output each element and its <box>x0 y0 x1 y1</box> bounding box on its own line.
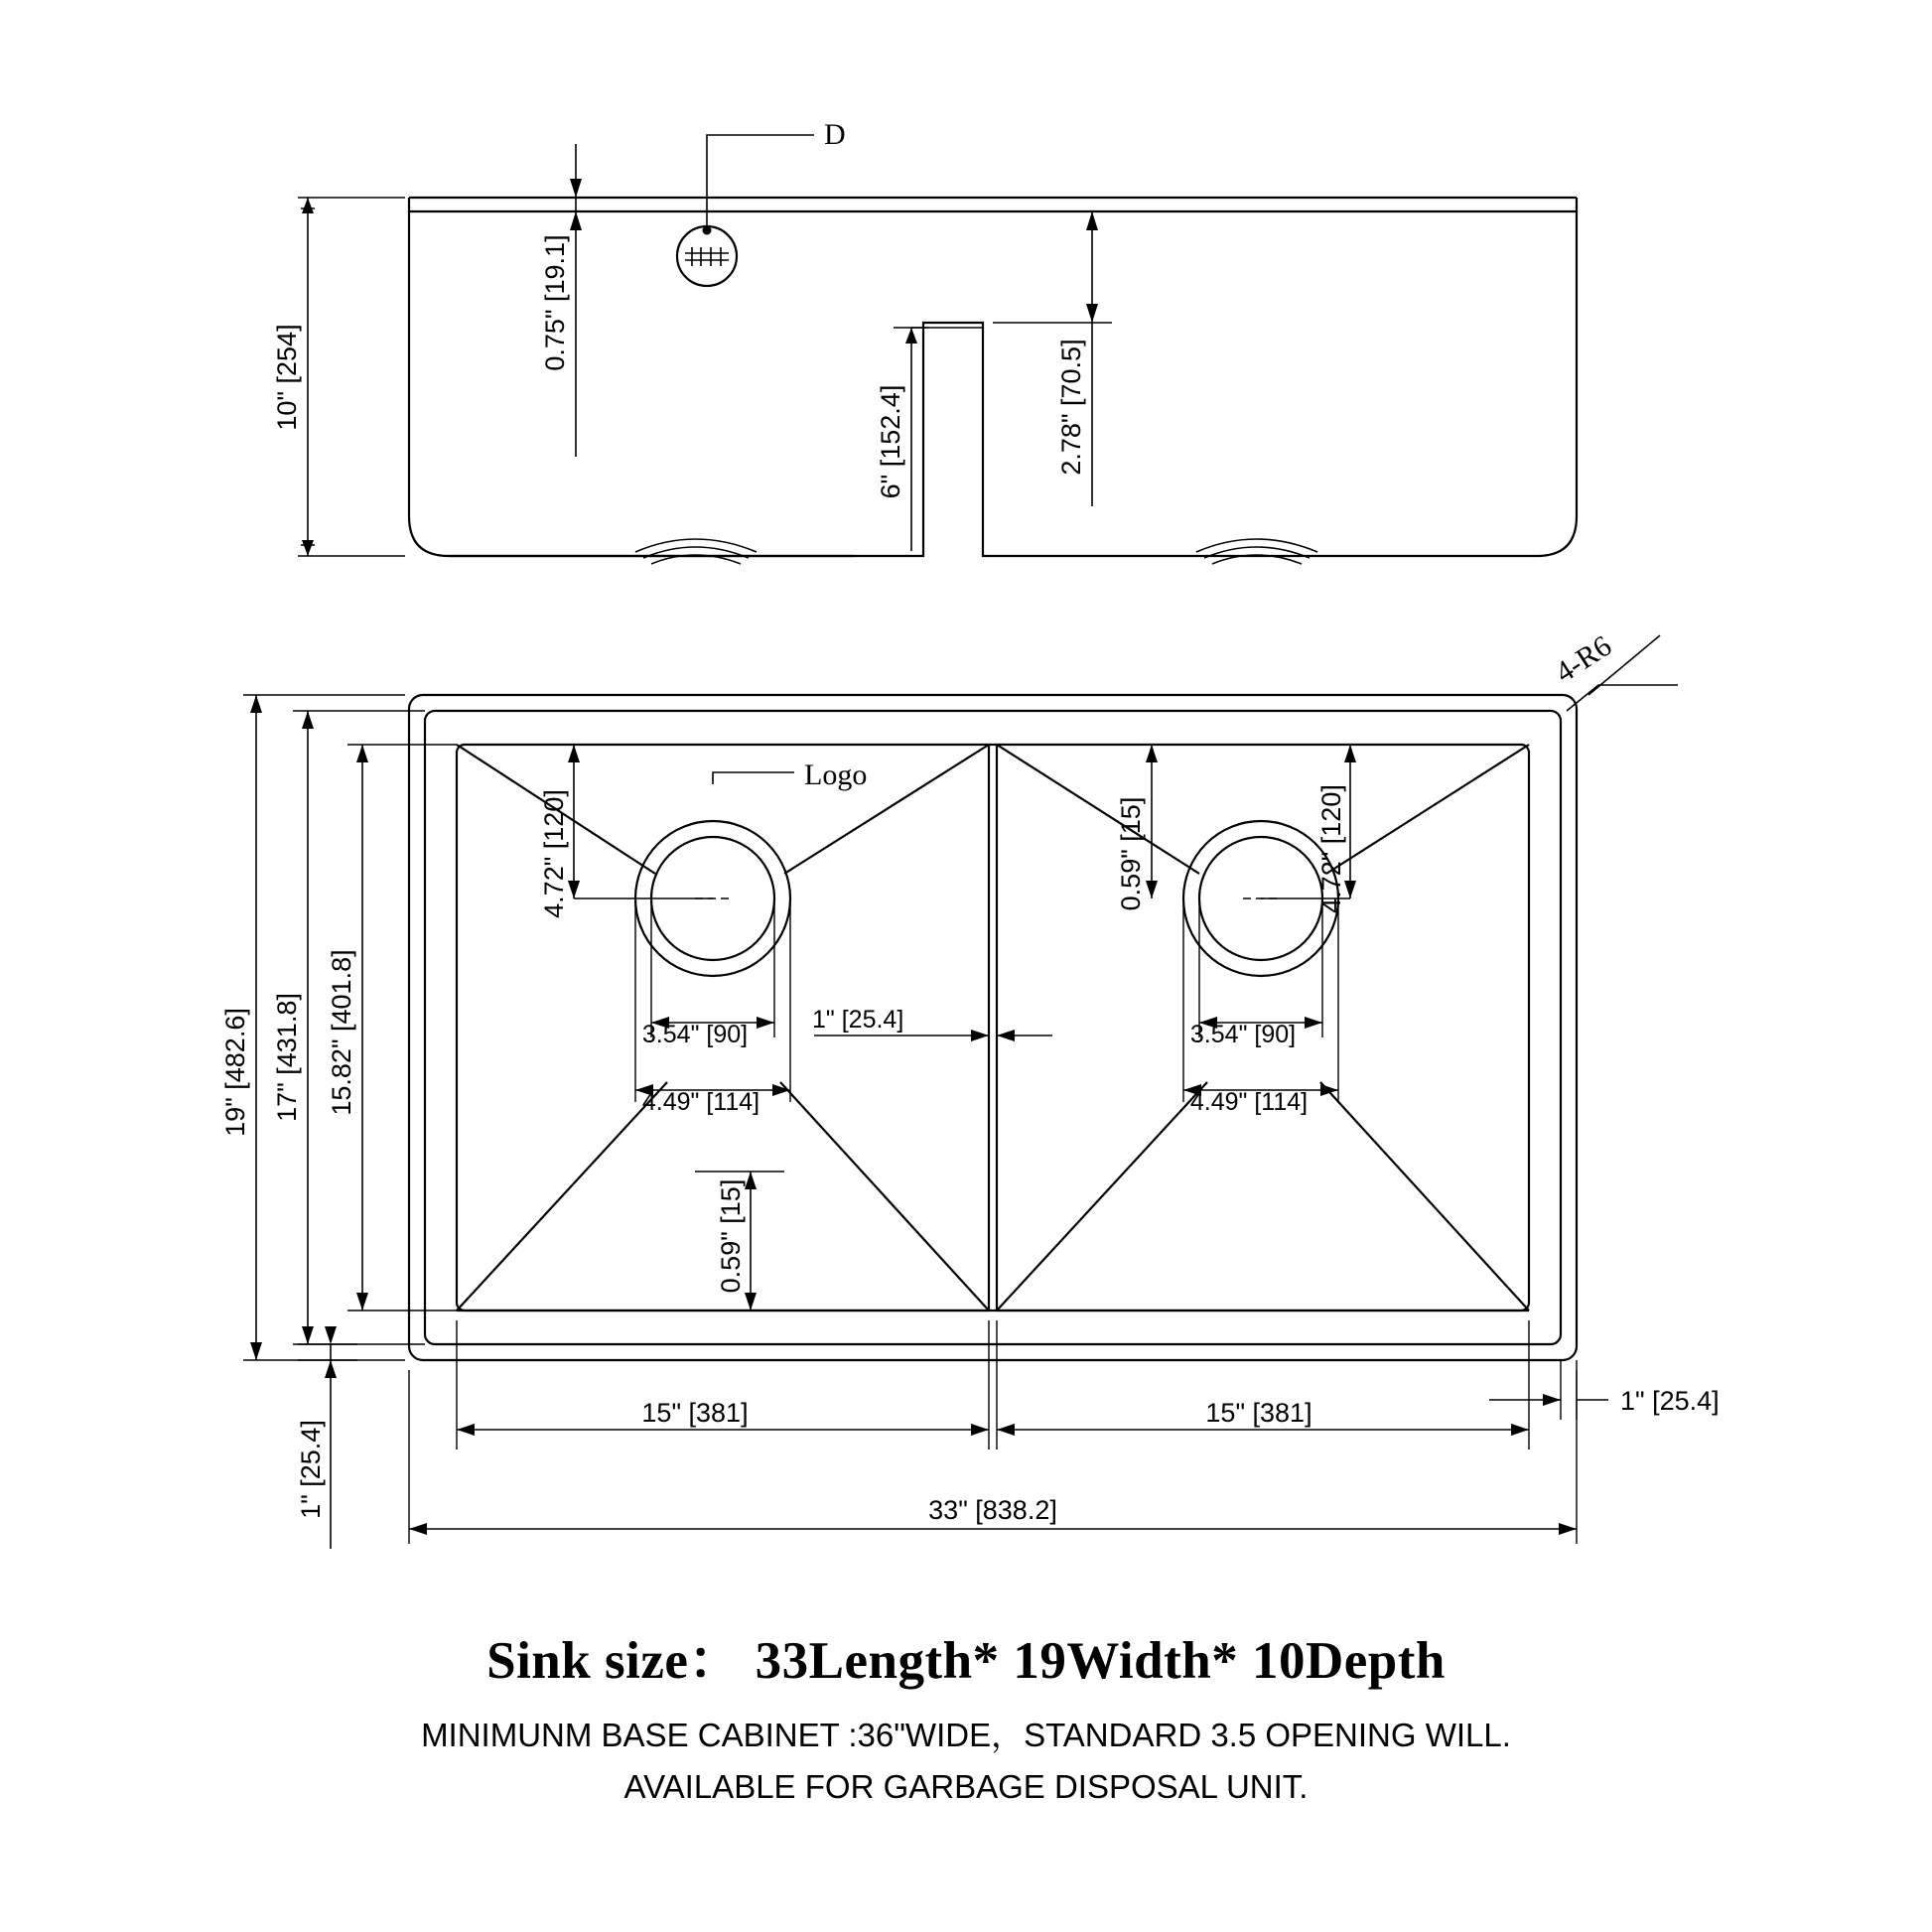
dim-label-rim-left: 1" [25.4] <box>296 1420 326 1519</box>
top-plan-geometry <box>409 635 1678 1360</box>
caption-sink-size: Sink size： 33Length* 19Width* 10Depth <box>486 1632 1446 1690</box>
dim-label-rim-thickness: 0.75" [19.1] <box>540 234 570 371</box>
dim-label-overall-depth: 10" [254] <box>272 324 302 431</box>
dim-bowl-left-width <box>457 1320 989 1449</box>
dim-divider-height <box>993 211 1112 506</box>
callout-d-label: D <box>824 118 846 151</box>
dim-bowl-right-width <box>997 1320 1529 1449</box>
dim-label-divider-width-front: 6" [152.4] <box>876 384 905 499</box>
dim-divider-width <box>894 328 983 556</box>
caption-notes <box>0 1710 1932 1813</box>
caption-notes-line1: MINIMUNM BASE CABINET :36"WIDE，STANDARD 3.5 OPENING WILL. <box>421 1717 1511 1753</box>
dim-label-drain-dia-inner-left: 3.54" [90] <box>641 1021 749 1048</box>
dim-label-bowl-right-width: 15" [381] <box>1205 1398 1312 1428</box>
dim-label-drain-offset-top-right: 4.72" [120] <box>1316 784 1346 913</box>
dim-label-drain-offset-top-left: 4.72" [120] <box>539 789 569 918</box>
dim-label-drain-offset-bottom: 0.59" [15] <box>716 1178 746 1294</box>
front-elevation-geometry <box>409 135 1577 564</box>
dim-bowl-width-inner <box>347 745 457 1311</box>
caption-notes-line2: AVAILABLE FOR GARBAGE DISPOSAL UNIT. <box>623 1768 1309 1805</box>
dim-label-drain-offset-top-right-small: 0.59" [15] <box>1116 796 1146 911</box>
dim-drain-dia-inner-right <box>1199 898 1322 1037</box>
dim-label-drain-dia-outer-left: 4.49" [114] <box>641 1088 760 1116</box>
dim-label-bowl-width-mid: 17" [431.8] <box>272 993 302 1122</box>
corner-radius-label: 4-R6 <box>1549 628 1617 690</box>
logo-label: Logo <box>804 759 868 791</box>
dim-drain-dia-inner-left <box>651 898 774 1037</box>
dim-label-drain-dia-inner-right: 3.54" [90] <box>1189 1021 1297 1048</box>
dim-overall-width <box>243 695 405 1360</box>
dim-label-overall-width: 19" [482.6] <box>220 1008 250 1137</box>
dim-drain-offset-top-right <box>1261 745 1370 898</box>
dim-bowl-width-mid <box>293 711 425 1344</box>
dim-label-overall-length: 33" [838.2] <box>928 1495 1057 1525</box>
dim-rim-right <box>1489 1360 1608 1420</box>
dim-drain-offset-top-left <box>556 745 713 898</box>
dim-label-divider-width-top: 1" [25.4] <box>812 1006 904 1034</box>
dim-label-rim-right: 1" [25.4] <box>1620 1386 1720 1416</box>
dim-label-divider-height: 2.78" [70.5] <box>1056 339 1086 476</box>
dim-label-drain-dia-outer-right: 4.49" [114] <box>1189 1088 1309 1116</box>
dim-label-bowl-left-width: 15" [381] <box>641 1398 749 1428</box>
dim-overall-depth <box>298 198 405 556</box>
dim-label-bowl-width-inner: 15.82" [401.8] <box>327 949 356 1116</box>
